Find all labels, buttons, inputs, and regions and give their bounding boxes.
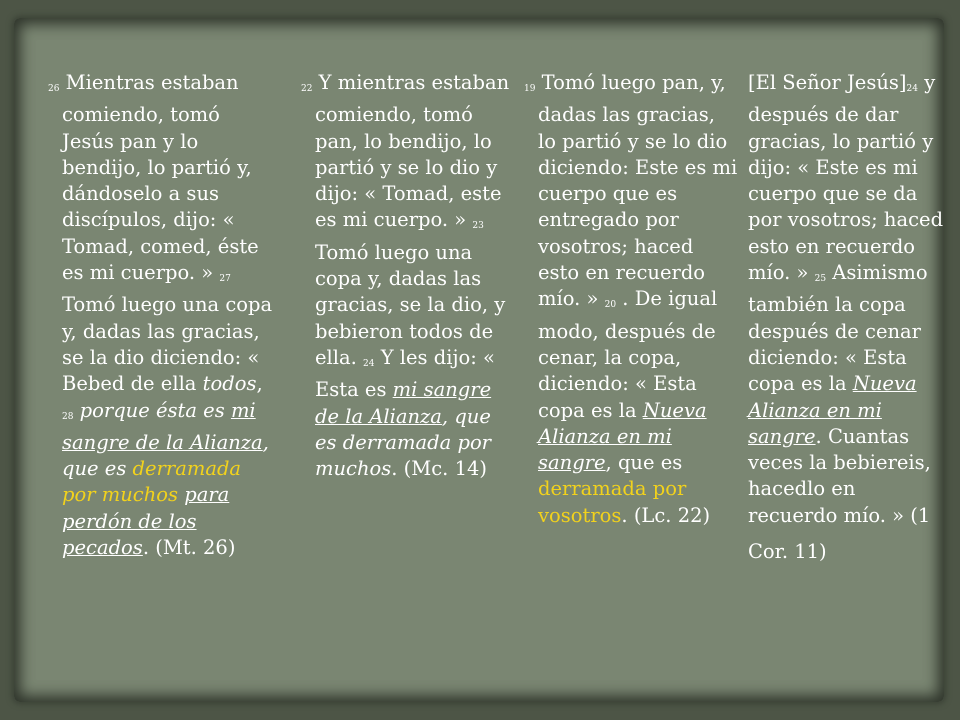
verse-number: 27	[219, 274, 231, 285]
verse-number: 28	[62, 411, 74, 422]
verse-number: 24	[906, 84, 918, 94]
parchment-panel	[14, 18, 944, 702]
verse-text: . (Lc. 22)	[621, 503, 711, 527]
verse-text: Nueva Alianza en mi sangre	[538, 398, 707, 475]
verse-text: porque ésta es	[73, 398, 231, 422]
verse-text: . Cuantas veces la bebiereis, hacedlo en recuerdo mío. » (1	[748, 424, 931, 527]
verse-text: para perdón de los pecados	[62, 483, 230, 560]
verse-text: Asimismo también la copa después de cenar diciendo: « Esta copa es la	[748, 261, 928, 396]
column-marcos	[301, 70, 515, 482]
verse-text: . (Mt. 26)	[142, 536, 236, 560]
verse-text: , que es	[62, 430, 269, 481]
verse-text: Nueva Alianza en mi sangre	[748, 372, 917, 448]
verse-text: mi sangre de la Alianza	[62, 398, 263, 454]
verse-text: Tomó luego una copa y, dadas las gracias, se la dio diciendo: « Bebed de ella	[62, 293, 273, 396]
verse-number: 25	[814, 274, 827, 285]
verse-number: 22	[301, 84, 313, 94]
column-lucas	[524, 70, 738, 529]
verse-text: y después de dar gracias, lo partió y dijo: « Este es mi cuerpo que se da por vosotros; haced esto en recuerdo mío. »	[748, 71, 944, 285]
verse-text: todos	[202, 372, 257, 396]
verse-number: 19	[524, 84, 536, 94]
verse-text: . (Mc. 14)	[391, 457, 487, 481]
verse-text: . De igual modo, después de cenar, la copa, diciendo: « Esta copa es la	[538, 287, 718, 422]
verse-text: mi sangre de la Alianza	[315, 378, 492, 428]
verse-text: Cor. 11)	[748, 540, 827, 564]
verse-number: 20	[604, 300, 617, 311]
verse-number: 24	[363, 358, 375, 369]
verse-number: 23	[472, 221, 484, 232]
verse-text: , que es derramada por muchos	[315, 404, 492, 481]
column-mateo	[48, 70, 276, 561]
verse-text: Y mientras estaban comiendo, tomó pan, lo bendijo, lo partió y se lo dio y dijo: « Tomad, este es mi cuerpo. »	[312, 71, 510, 232]
verse-text: , que es	[605, 451, 683, 475]
verse-text: derramada por muchos	[62, 457, 242, 507]
verse-text: Y les dijo: « Esta es	[315, 345, 495, 402]
verse-text: derramada por vosotros	[538, 477, 687, 527]
verse-number: 26	[48, 84, 60, 94]
verse-text: Mientras estaban comiendo, tomó Jesús pan y lo bendijo, lo partió y, dándoselo a sus discípulos, dijo: « Tomad, comed, éste es mi cuerpo. »	[59, 71, 259, 285]
column-corintios	[748, 70, 948, 565]
verse-text: Tomó luego pan, y, dadas las gracias, lo partió y se lo dio diciendo: Este es mi cuerpo que es entregado por vosotros; haced esto en recuerdo mío. »	[535, 71, 738, 311]
verse-text: Tomó luego una copa y, dadas las gracias, se la dio, y bebieron todos de ella.	[315, 240, 506, 369]
verse-text: [El Señor Jesús]	[748, 71, 907, 94]
verse-text: ,	[256, 372, 263, 396]
